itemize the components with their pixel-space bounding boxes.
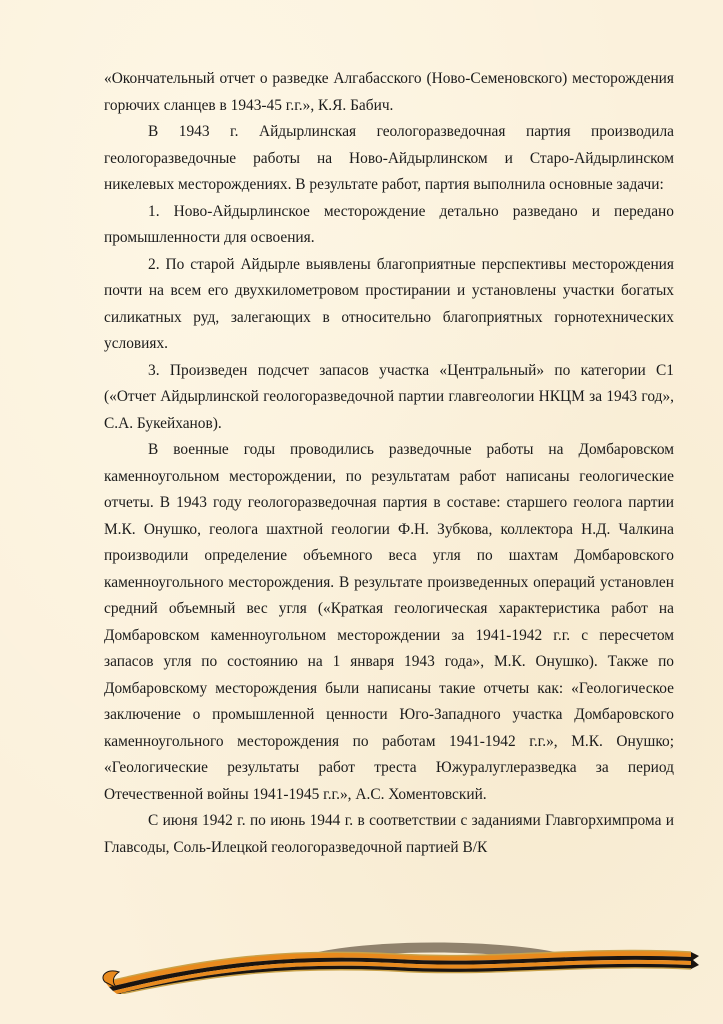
paragraph-task-2: 2. По старой Айдырле выявлены благоприятные перспективы месторождения почти на всем его двухкилометровом простирании и установлены участки богатых силикатных руд, залегающих в относительно благоприятных горнотехнических условиях. [104, 255, 674, 352]
st-george-ribbon-decoration [95, 932, 699, 994]
paragraph-task-1: 1. Ново-Айдырлинское месторождение детально разведано и передано промышленности для освоения. [104, 202, 674, 246]
paragraph-aidyrlinskaya-party: В 1943 г. Айдырлинская геологоразведочная партия производила геологоразведочные работы на Ново-Айдырлинском и Старо-Айдырлинском никелевых месторождениях. В результате работ, партия выполнила основные задачи: [104, 123, 674, 193]
paragraph-dombarovsky-deposit: В военные годы проводились разведочные работы на Домбаровском каменноугольном месторождении, по результатам работ написаны геологические отчеты. В 1943 году геологоразведочная партия в составе: старшего геолога партии М.К. Онушко, геолога шахтной геологии Ф.Н. Зубкова, коллектора Н.Д. Чалкина производили определение объемного веса угля по шахтам Домбаровского каменноугольного месторождения. В результате произведенных операций установлен средний объемный вес угля («Краткая геологическая характеристика работ на Домбаровском каменноугольном месторождении за 1941-1942 г.г. с пересчетом запасов угля по состоянию на 1 января 1943 года», М.К. Онушко). Также по Домбаровскому месторождения были написаны такие отчеты как: «Геологическое заключение о промышленной ценности Юго-Западного участка Домбаровского каменноугольного месторождения по работам 1941-1942 г.г.», М.К. Онушко; «Геологические результаты работ треста Южуралуглеразведка за период Отечественной войны 1941-1945 г.г.», А.С. Хоментовский. [104, 441, 674, 803]
ribbon-right-tip [691, 952, 699, 969]
paragraph-report-reference: «Окончательный отчет о разведке Алгабасского (Ново-Семеновского) месторождения горючих сланцев в 1943-45 г.г.», К.Я. Бабич. [104, 70, 674, 114]
paragraph-task-3: 3. Произведен подсчет запасов участка «Центральный» по категории С1 («Отчет Айдырлинской геологоразведочной партии главгеологии НКЦМ за 1943 год», С.А. Букейханов). [104, 361, 674, 432]
document-body [104, 66, 674, 861]
paragraph-sol-iletsk-party: С июня 1942 г. по июнь 1944 г. в соответствии с заданиями Главгорхимпрома и Главсоды, Соль-Илецкой геологоразведочной партией В/К [104, 812, 674, 856]
